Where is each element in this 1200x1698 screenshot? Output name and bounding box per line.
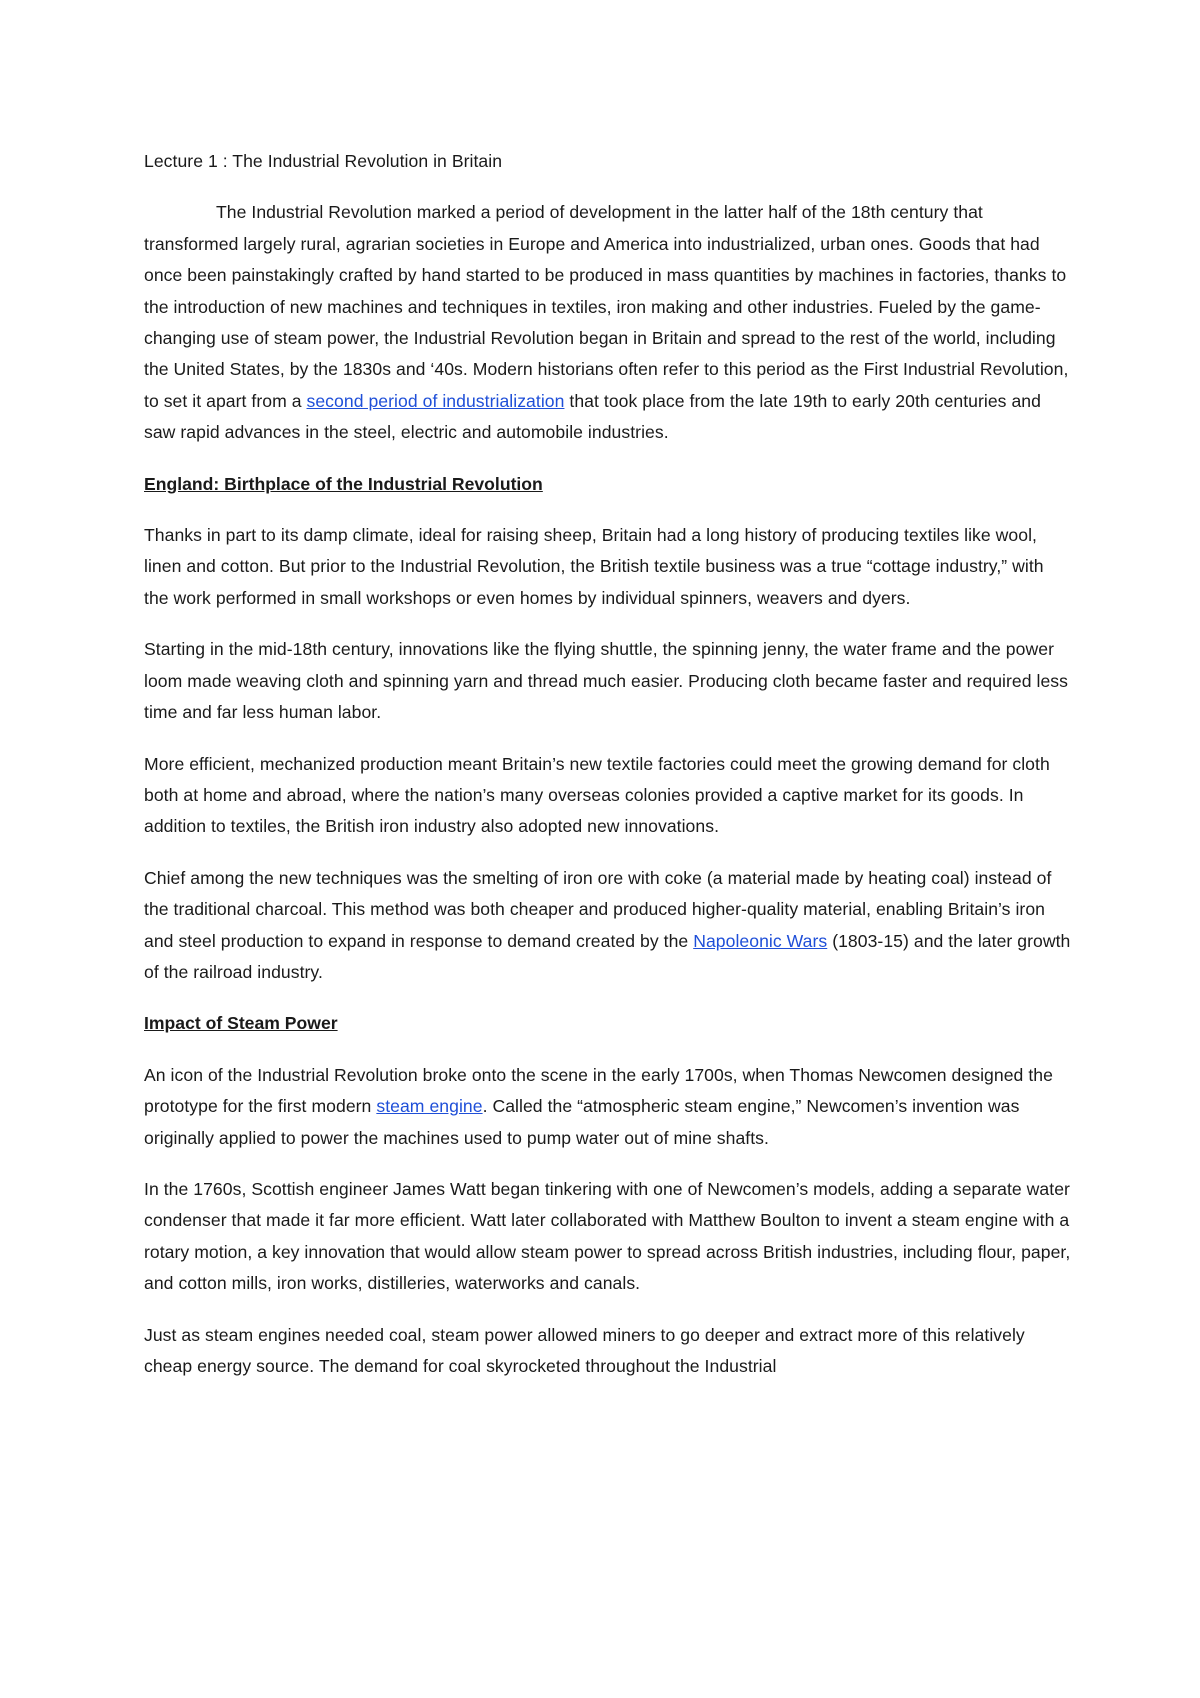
paragraph-coal-demand: Just as steam engines needed coal, steam power allowed miners to go deeper and extract more of this relatively cheap energy source. The demand for coal skyrocketed throughout the Industrial	[144, 1324, 1025, 1376]
newcomen-text-2: . Called the “atmospheric steam engine,” Newcomen’s invention was originally applied to power the machines used to pump water out of mine shafts.	[144, 1096, 1020, 1148]
link-napoleonic-wars[interactable]: Napoleonic Wars	[693, 930, 828, 951]
link-second-period-of-industrialization[interactable]: second period of industrialization	[306, 390, 565, 411]
paragraph-innovations: Starting in the mid-18th century, innovations like the flying shuttle, the spinning jenny, the water frame and the power loom made weaving cloth and spinning yarn and thread much easier. Producing cloth became faster and required less time and far less human labor.	[144, 639, 1068, 723]
paragraph-smelting	[144, 863, 1072, 989]
smelting-text-2: (1803-15) and the later growth of the railroad industry.	[144, 930, 1071, 982]
intro-paragraph	[144, 197, 1072, 448]
section-heading-steam-power: Impact of Steam Power	[144, 1013, 338, 1034]
paragraph-mechanized-production: More efficient, mechanized production meant Britain’s new textile factories could meet the growing demand for cloth both at home and abroad, where the nation’s many overseas colonies provided a captive market for its goods. In addition to textiles, the British iron industry also adopted new innovations.	[144, 753, 1050, 837]
newcomen-text-1: An icon of the Industrial Revolution broke onto the scene in the early 1700s, when Thomas Newcomen designed the prototype for the first modern	[144, 1064, 1053, 1117]
paragraph-newcomen	[144, 1060, 1072, 1154]
paragraph-textiles-history: Thanks in part to its damp climate, ideal for raising sheep, Britain had a long history of producing textiles like wool, linen and cotton. But prior to the Industrial Revolution, the British textile business was a true “cottage industry,” with the work performed in small workshops or even homes by individual spinners, weavers and dyers.	[144, 525, 1044, 608]
intro-text-1: The Industrial Revolution marked a period of development in the latter half of the 18th century that transformed largely rural, agrarian societies in Europe and America into industrialized, urban ones. Goods that had once been painstakingly crafted by hand started to be produced in mass quantities by machines in factories, thanks to the introduction of new machines and techniques in textiles, iron making and other industries. Fueled by the game-changing use of steam power, the Industrial Revolution began in Britain and spread to the rest of the world, including the United States, by the 1830s and ‘40s. Modern historians often refer to this period as the First Industrial Revolution, to set it apart from a	[144, 202, 1069, 411]
link-steam-engine[interactable]: steam engine	[376, 1096, 483, 1117]
smelting-text-1: Chief among the new techniques was the smelting of iron ore with coke (a material made by heating coal) instead of the traditional charcoal. This method was both cheaper and produced higher-quality material, enabling Britain’s iron and steel production to expand in response to demand created by the	[144, 867, 1052, 951]
intro-text-2: that took place from the late 19th to early 20th centuries and saw rapid advances in the steel, electric and automobile industries.	[144, 390, 1041, 443]
lecture-title: Lecture 1 : The Industrial Revolution in Britain	[144, 151, 503, 171]
paragraph-james-watt: In the 1760s, Scottish engineer James Watt began tinkering with one of Newcomen’s models, adding a separate water condenser that made it far more efficient. Watt later collaborated with Matthew Boulton to invent a steam engine with a rotary motion, a key innovation that would allow steam power to spread across British industries, including flour, paper, and cotton mills, iron works, distilleries, waterworks and canals.	[144, 1178, 1071, 1294]
section-heading-england: England: Birthplace of the Industrial Revolution	[144, 473, 543, 494]
